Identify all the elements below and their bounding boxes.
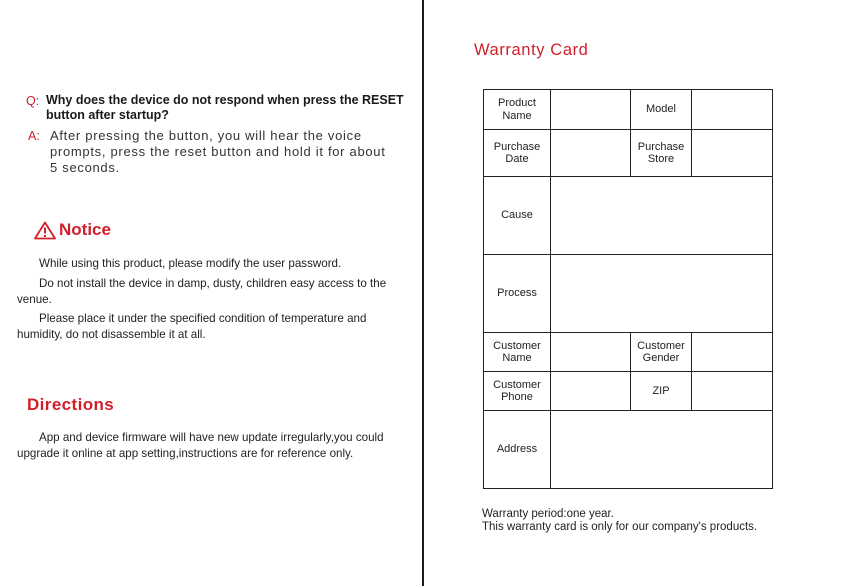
customer-name-label: Customer Name: [484, 333, 551, 372]
purchase-store-field[interactable]: [692, 130, 773, 177]
question-marker: Q:: [26, 94, 40, 108]
directions-title: Directions: [27, 395, 115, 414]
notice-item-1: While using this product, please modify the user password.: [39, 257, 342, 270]
faq-answer: After pressing the button, you will hear the voice prompts, press the reset button and hold it for about 5 seconds.: [50, 128, 386, 175]
answer-marker: A:: [28, 129, 40, 143]
warranty-footer: [482, 508, 757, 534]
cause-field[interactable]: [551, 177, 773, 255]
address-label: Address: [484, 411, 551, 489]
left-page: [0, 0, 420, 586]
purchase-date-label: Purchase Date: [484, 130, 551, 177]
process-field[interactable]: [551, 255, 773, 333]
product-name-label: Product Name: [484, 90, 551, 130]
zip-label: ZIP: [631, 372, 692, 411]
notice-heading: [34, 220, 111, 240]
warning-triangle-icon: [34, 221, 56, 240]
directions-text: App and device firmware will have new update irregularly,you could upgrade it online at app setting,instructions are for reference only.: [17, 431, 384, 460]
purchase-store-label: Purchase Store: [631, 130, 692, 177]
purchase-date-field[interactable]: [551, 130, 631, 177]
warranty-form-table: [483, 89, 773, 489]
product-name-field[interactable]: [551, 90, 631, 130]
process-label: Process: [484, 255, 551, 333]
address-field[interactable]: [551, 411, 773, 489]
model-label: Model: [631, 90, 692, 130]
zip-field[interactable]: [692, 372, 773, 411]
customer-name-field[interactable]: [551, 333, 631, 372]
faq-question: Why does the device do not respond when press the RESET button after startup?: [46, 93, 404, 122]
customer-phone-field[interactable]: [551, 372, 631, 411]
customer-gender-field[interactable]: [692, 333, 773, 372]
customer-gender-label: Customer Gender: [631, 333, 692, 372]
cause-label: Cause: [484, 177, 551, 255]
customer-phone-label: Customer Phone: [484, 372, 551, 411]
warranty-card-title: Warranty Card: [474, 41, 589, 59]
notice-item-2: Do not install the device in damp, dusty, children easy access to the venue.: [17, 277, 387, 306]
model-field[interactable]: [692, 90, 773, 130]
notice-title: Notice: [59, 220, 111, 239]
notice-item-3: Please place it under the specified condition of temperature and humidity, do not disassemble it at all.: [17, 312, 367, 341]
warranty-period: Warranty period:one year.: [482, 508, 614, 520]
warranty-note: This warranty card is only for our company's products.: [482, 521, 758, 533]
